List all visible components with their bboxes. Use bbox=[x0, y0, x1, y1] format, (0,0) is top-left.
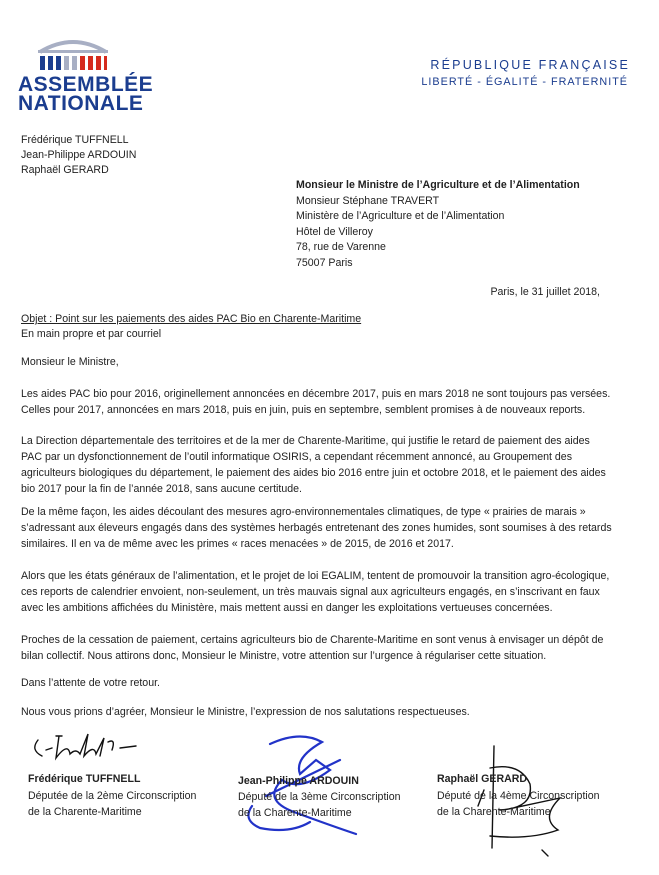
paragraph-line: bio 2017 pour la fin de l’année 2018, sans aucune certitude. bbox=[21, 483, 302, 496]
salutation: Monsieur le Ministre, bbox=[21, 356, 119, 368]
paragraph-line: similaires. Il en va de même avec les primes « races menacées » de 2015, de 2016 et 2017. bbox=[21, 538, 454, 551]
paragraph-line: Celles pour 2017, annoncées en mars 2018, puis en juin, puis en septembre, semblent promises à de nouveaux reports. bbox=[21, 404, 586, 417]
logo-text-assemblee: ASSEMBLÉE bbox=[18, 73, 154, 96]
paragraph-line: Nous vous prions d’agréer, Monsieur le Ministre, l’expression de nos salutations respectueuses. bbox=[21, 706, 470, 718]
signature-role: de la Charente-Maritime bbox=[238, 807, 352, 819]
signature-role: Députée de la 2ème Circonscription bbox=[28, 790, 197, 802]
body-paragraph bbox=[21, 504, 641, 552]
sender-3: Raphaël GERARD bbox=[21, 164, 109, 176]
paragraph-line: Les aides PAC bio pour 2016, originellement annoncées en décembre 2017, puis en mars 2018 ne sont toujours pas versées. bbox=[21, 388, 611, 400]
body-paragraph bbox=[21, 568, 641, 616]
body-paragraph bbox=[21, 433, 641, 497]
recipient-line: Hôtel de Villeroy bbox=[296, 226, 373, 238]
recipient-line: 75007 Paris bbox=[296, 257, 353, 269]
assemblee-logo bbox=[18, 30, 154, 116]
sender-2: Jean-Philippe ARDOUIN bbox=[21, 149, 137, 161]
paragraph-line: Dans l’attente de votre retour. bbox=[21, 677, 160, 689]
paragraph-line: Proches de la cessation de paiement, certains agriculteurs bio de Charente-Maritime en sont venus à envisager un dépôt de bbox=[21, 634, 604, 646]
republic-motto: LIBERTÉ - ÉGALITÉ - FRATERNITÉ bbox=[421, 76, 628, 88]
body-paragraph bbox=[21, 675, 641, 691]
signature-role: Député de la 4ème Circonscription bbox=[437, 790, 600, 802]
signature-name: Raphaël GERARD bbox=[437, 773, 528, 785]
hemicycle-emblem bbox=[18, 30, 128, 74]
letter-delivery: En main propre et par courriel bbox=[21, 328, 162, 340]
letter-date: Paris, le 31 juillet 2018, bbox=[490, 286, 600, 298]
paragraph-line: ces reports de calendrier envoient, non-seulement, un très mauvais signal aux agriculteurs engagés, en s’inscrivant en faux bbox=[21, 586, 600, 599]
logo-text-nationale: NATIONALE bbox=[18, 92, 144, 115]
paragraph-line: agriculteurs biologiques du département, le paiement des aides bio 2016 entre juin et octobre 2018, et le paiement des aides bbox=[21, 467, 606, 480]
paragraph-line: s’adressant aux éleveurs engagés dans des systèmes herbagés entretenant des zones humides, sont soumises à des retards bbox=[21, 522, 612, 535]
sender-1: Frédérique TUFFNELL bbox=[21, 134, 129, 146]
body-paragraph bbox=[21, 704, 641, 720]
body-paragraph bbox=[21, 632, 641, 664]
signature-name: Frédérique TUFFNELL bbox=[28, 773, 141, 785]
paragraph-line: PAC par un dysfonctionnement de l’outil informatique OSIRIS, a cependant récemment annoncé, au Groupement des bbox=[21, 451, 572, 464]
republic-title: RÉPUBLIQUE FRANÇAISE bbox=[430, 58, 630, 72]
paragraph-line: avec les ambitions affichées du Ministère, mais mettent aussi en danger les exploitations vertueuses concernées. bbox=[21, 602, 553, 615]
signature-role: Député de la 3ème Circonscription bbox=[238, 791, 401, 803]
paragraph-line: De la même façon, les aides découlant des mesures agro-environnementales climatiques, de type « prairies de marais » bbox=[21, 506, 586, 518]
recipient-line: Ministère de l’Agriculture et de l’Alimentation bbox=[296, 210, 505, 222]
recipient-line: 78, rue de Varenne bbox=[296, 241, 386, 253]
recipient-title: Monsieur le Ministre de l’Agriculture et de l’Alimentation bbox=[296, 179, 580, 191]
paragraph-line: Alors que les états généraux de l’alimentation, et le projet de loi EGALIM, tentent de promouvoir la transition agro-écologique, bbox=[21, 570, 610, 582]
signature-tuffnell-drawing bbox=[28, 728, 178, 768]
signature-role: de la Charente-Maritime bbox=[28, 806, 142, 818]
signature-role: de la Charente-Maritime bbox=[437, 806, 551, 818]
paragraph-line: bilan collectif. Nous attirons donc, Monsieur le Ministre, votre attention sur l’urgence à régulariser cette situation. bbox=[21, 650, 547, 663]
body-paragraph bbox=[21, 386, 641, 418]
paragraph-line: La Direction départementale des territoires et de la mer de Charente-Maritime, qui justifie le retard de paiement des aides bbox=[21, 435, 590, 447]
recipient-line: Monsieur Stéphane TRAVERT bbox=[296, 195, 440, 207]
signature-name: Jean-Philippe ARDOUIN bbox=[238, 775, 359, 787]
letter-object: Objet : Point sur les paiements des aides PAC Bio en Charente-Maritime bbox=[21, 313, 362, 325]
